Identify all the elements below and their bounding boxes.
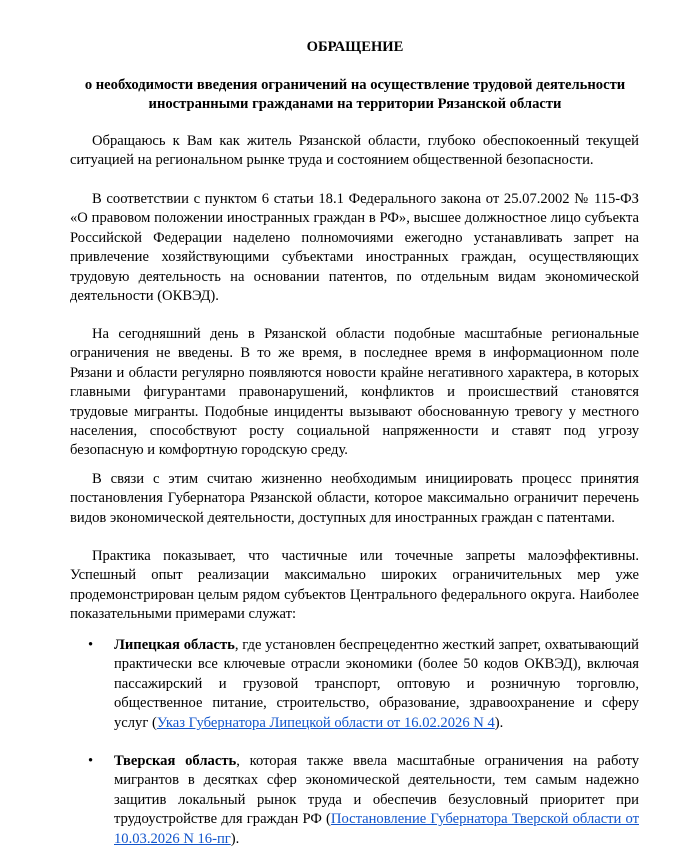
- paragraph: В связи с этим считаю жизненно необходимым инициировать процесс принятия постановления Губернатора Рязанской области, которое максимально ограничит перечень видов экономической деятельности, доступных для иностранных граждан с патентами.: [70, 471, 639, 526]
- region-name: Липецкая область: [114, 637, 235, 653]
- list-item: [70, 752, 639, 849]
- list-item-body: , где установлен беспрецедентно жесткий запрет, охватывающий практически все ключевые отрасли экономики (более 50 кодов ОКВЭД), включая пассажирский и грузовой транспорт, оптовую и розничную торговлю, общественное питание, строительство, образование, здравоохранение и сферу услуг (: [114, 637, 639, 731]
- paragraph: В соответствии с пунктом 6 статьи 18.1 Федерального закона от 25.07.2002 № 115-ФЗ «О правовом положении иностранных граждан в РФ», высшее должностное лицо субъекта Российской Федерации наделено полномочиями ежегодно устанавливать запрет на привлечение хозяйствующими субъектами иностранных граждан, осуществляющих трудовую деятельность на основании патентов, по отдельным видам экономической деятельности (ОКВЭД).: [70, 191, 639, 305]
- list-item-body: , которая также ввела масштабные ограничения на работу мигрантов в десятках сфер экономической деятельности, тем самым надежно защитив локальный рынок труда и обеспечив безусловный приоритет при трудоустройстве для граждан РФ (: [114, 753, 640, 828]
- list-item-text: [114, 752, 639, 849]
- paragraph: На сегодняшний день в Рязанской области подобные масштабные региональные ограничения не введены. В то же время, в последнее время в информационном поле Рязани и области регулярно появляются новости крайне негативного характера, в которых главными фигурантами правонарушений, конфликтов и происшествий становятся трудовые мигранты. Подобные инциденты вызывают обоснованную тревогу у местного населения, способствуют росту социальной напряженности и ставят под угрозу безопасную и комфортную городскую среду.: [70, 326, 639, 459]
- document-title: ОБРАЩЕНИЕ: [306, 39, 404, 55]
- bullet-icon: •: [88, 637, 94, 653]
- list-item: [70, 636, 639, 733]
- decree-link[interactable]: Указ Губернатора Липецкой области от 16.02.2026 N 4: [156, 714, 495, 731]
- subtitle-line-2: иностранными гражданами на территории Рязанской области: [148, 96, 562, 113]
- list-item-tail: ).: [494, 714, 504, 731]
- decree-link[interactable]: Постановление Губернатора Тверской области от 10.03.2026 N 16-пг: [114, 811, 639, 847]
- bullet-icon: •: [88, 753, 94, 769]
- paragraph: Обращаюсь к Вам как житель Рязанской области, глубоко обеспокоенный текущей ситуацией на региональном рынке труда и состоянием общественной безопасности.: [70, 133, 639, 169]
- list-item-tail: ).: [230, 830, 240, 847]
- paragraph: Практика показывает, что частичные или точечные запреты малоэффективны. Успешный опыт реализации максимально широких ограничительных мер уже продемонстрирован целым рядом субъектов Центрального федерального округа. Наиболее показательными примерами служат:: [70, 548, 639, 623]
- region-name: Тверская область: [114, 753, 237, 769]
- subtitle-line-1: о необходимости введения ограничений на осуществление трудовой деятельности: [84, 77, 626, 93]
- list-item-text: [114, 636, 639, 733]
- document-subtitle: [70, 76, 640, 115]
